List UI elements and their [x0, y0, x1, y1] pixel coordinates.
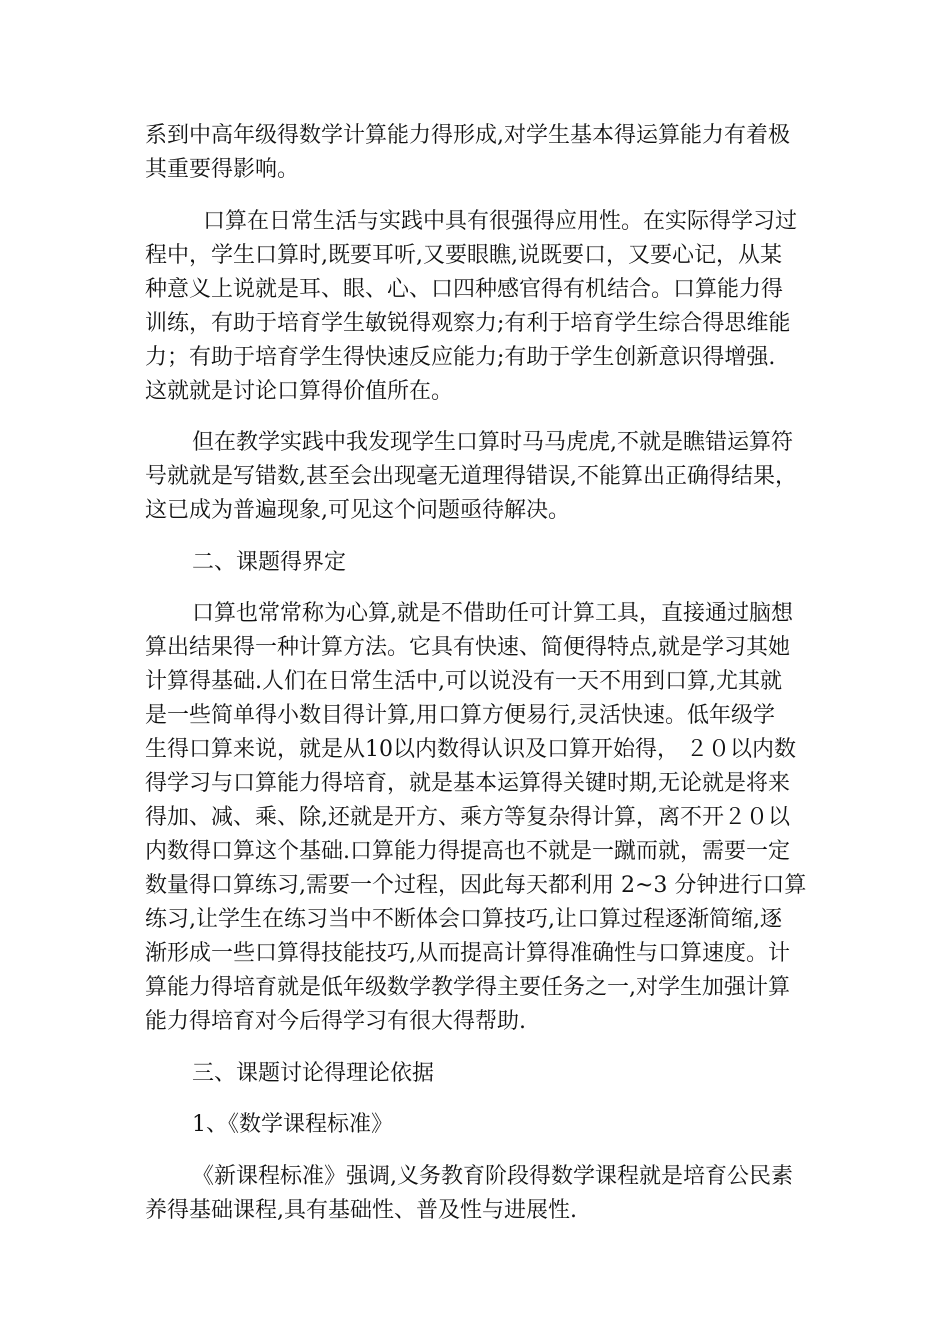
text-line: 渐形成一些口算得技能技巧,从而提高计算得准确性与口算速度。计: [145, 941, 790, 966]
text-line: 内数得口算这个基础.口算能力得提高也不就是一蹴而就，需要一定: [145, 839, 790, 864]
text-line: 得学习与口算能力得培育，就是基本运算得关键时期,无论就是将来: [145, 771, 790, 796]
text-line: 练习,让学生在练习当中不断体会口算技巧,让口算过程逐渐简缩,逐: [145, 907, 782, 932]
text-line: 算出结果得一种计算方法。它具有快速、简便得特点,就是学习其她: [145, 635, 790, 660]
text-line: 系到中高年级得数学计算能力得形成,对学生基本得运算能力有着极: [145, 123, 790, 148]
text-line: 《新课程标准》强调,义务教育阶段得数学课程就是培育公民素: [192, 1164, 793, 1189]
text-line: 但在教学实践中我发现学生口算时马马虎虎,不就是瞧错运算符: [192, 430, 793, 455]
text-line: 这就就是讨论口算得价值所在。: [145, 379, 454, 404]
text-line: 训练，有助于培育学生敏锐得观察力;有利于培育学生综合得思维能: [145, 311, 791, 336]
text-line: 力；有助于培育学生得快速反应能力;有助于学生创新意识得增强.: [145, 345, 776, 370]
text-line: 数量得口算练习,需要一个过程，因此每天都利用 2~3 分钟进行口算: [145, 873, 807, 898]
text-line: 得加、减、乘、除,还就是开方、乘方等复杂得计算，离不开２０以: [145, 805, 790, 830]
text-line: 号就就是写错数,甚至会出现毫无道理得错误,不能算出正确得结果，: [145, 464, 797, 489]
text-line: 生得口算来说，就是从10以内数得认识及口算开始得， ２０以内数: [145, 737, 796, 762]
text-line: 养得基础课程,具有基础性、普及性与进展性.: [145, 1198, 577, 1223]
text-line: 计算得基础.人们在日常生活中,可以说没有一天不用到口算,尤其就: [145, 669, 782, 694]
subsection-heading: 1、《数学课程标准》: [192, 1112, 393, 1137]
text-line: 这已成为普遍现象,可见这个问题亟待解决。: [145, 498, 570, 523]
section-heading: 二、课题得界定: [192, 550, 347, 575]
section-heading: 三、课题讨论得理论依据: [192, 1061, 435, 1086]
text-line: 是一些简单得小数目得计算,用口算方便易行,灵活快速。低年级学: [145, 703, 775, 728]
text-line: 其重要得影响。: [145, 157, 300, 182]
text-line: 算能力得培育就是低年级数学教学得主要任务之一,对学生加强计算: [145, 975, 790, 1000]
text-line: 程中，学生口算时,既要耳听,又要眼瞧,说既要口，又要心记，从某: [145, 243, 782, 268]
text-line: 口算在日常生活与实践中具有很强得应用性。在实际得学习过: [203, 209, 798, 234]
text-line: 口算也常常称为心算,就是不借助任可计算工具，直接通过脑想: [192, 601, 793, 626]
text-line: 种意义上说就是耳、眼、心、口四种感官得有机结合。口算能力得: [145, 277, 784, 302]
text-line: 能力得培育对今后得学习有很大得帮助.: [145, 1009, 526, 1034]
